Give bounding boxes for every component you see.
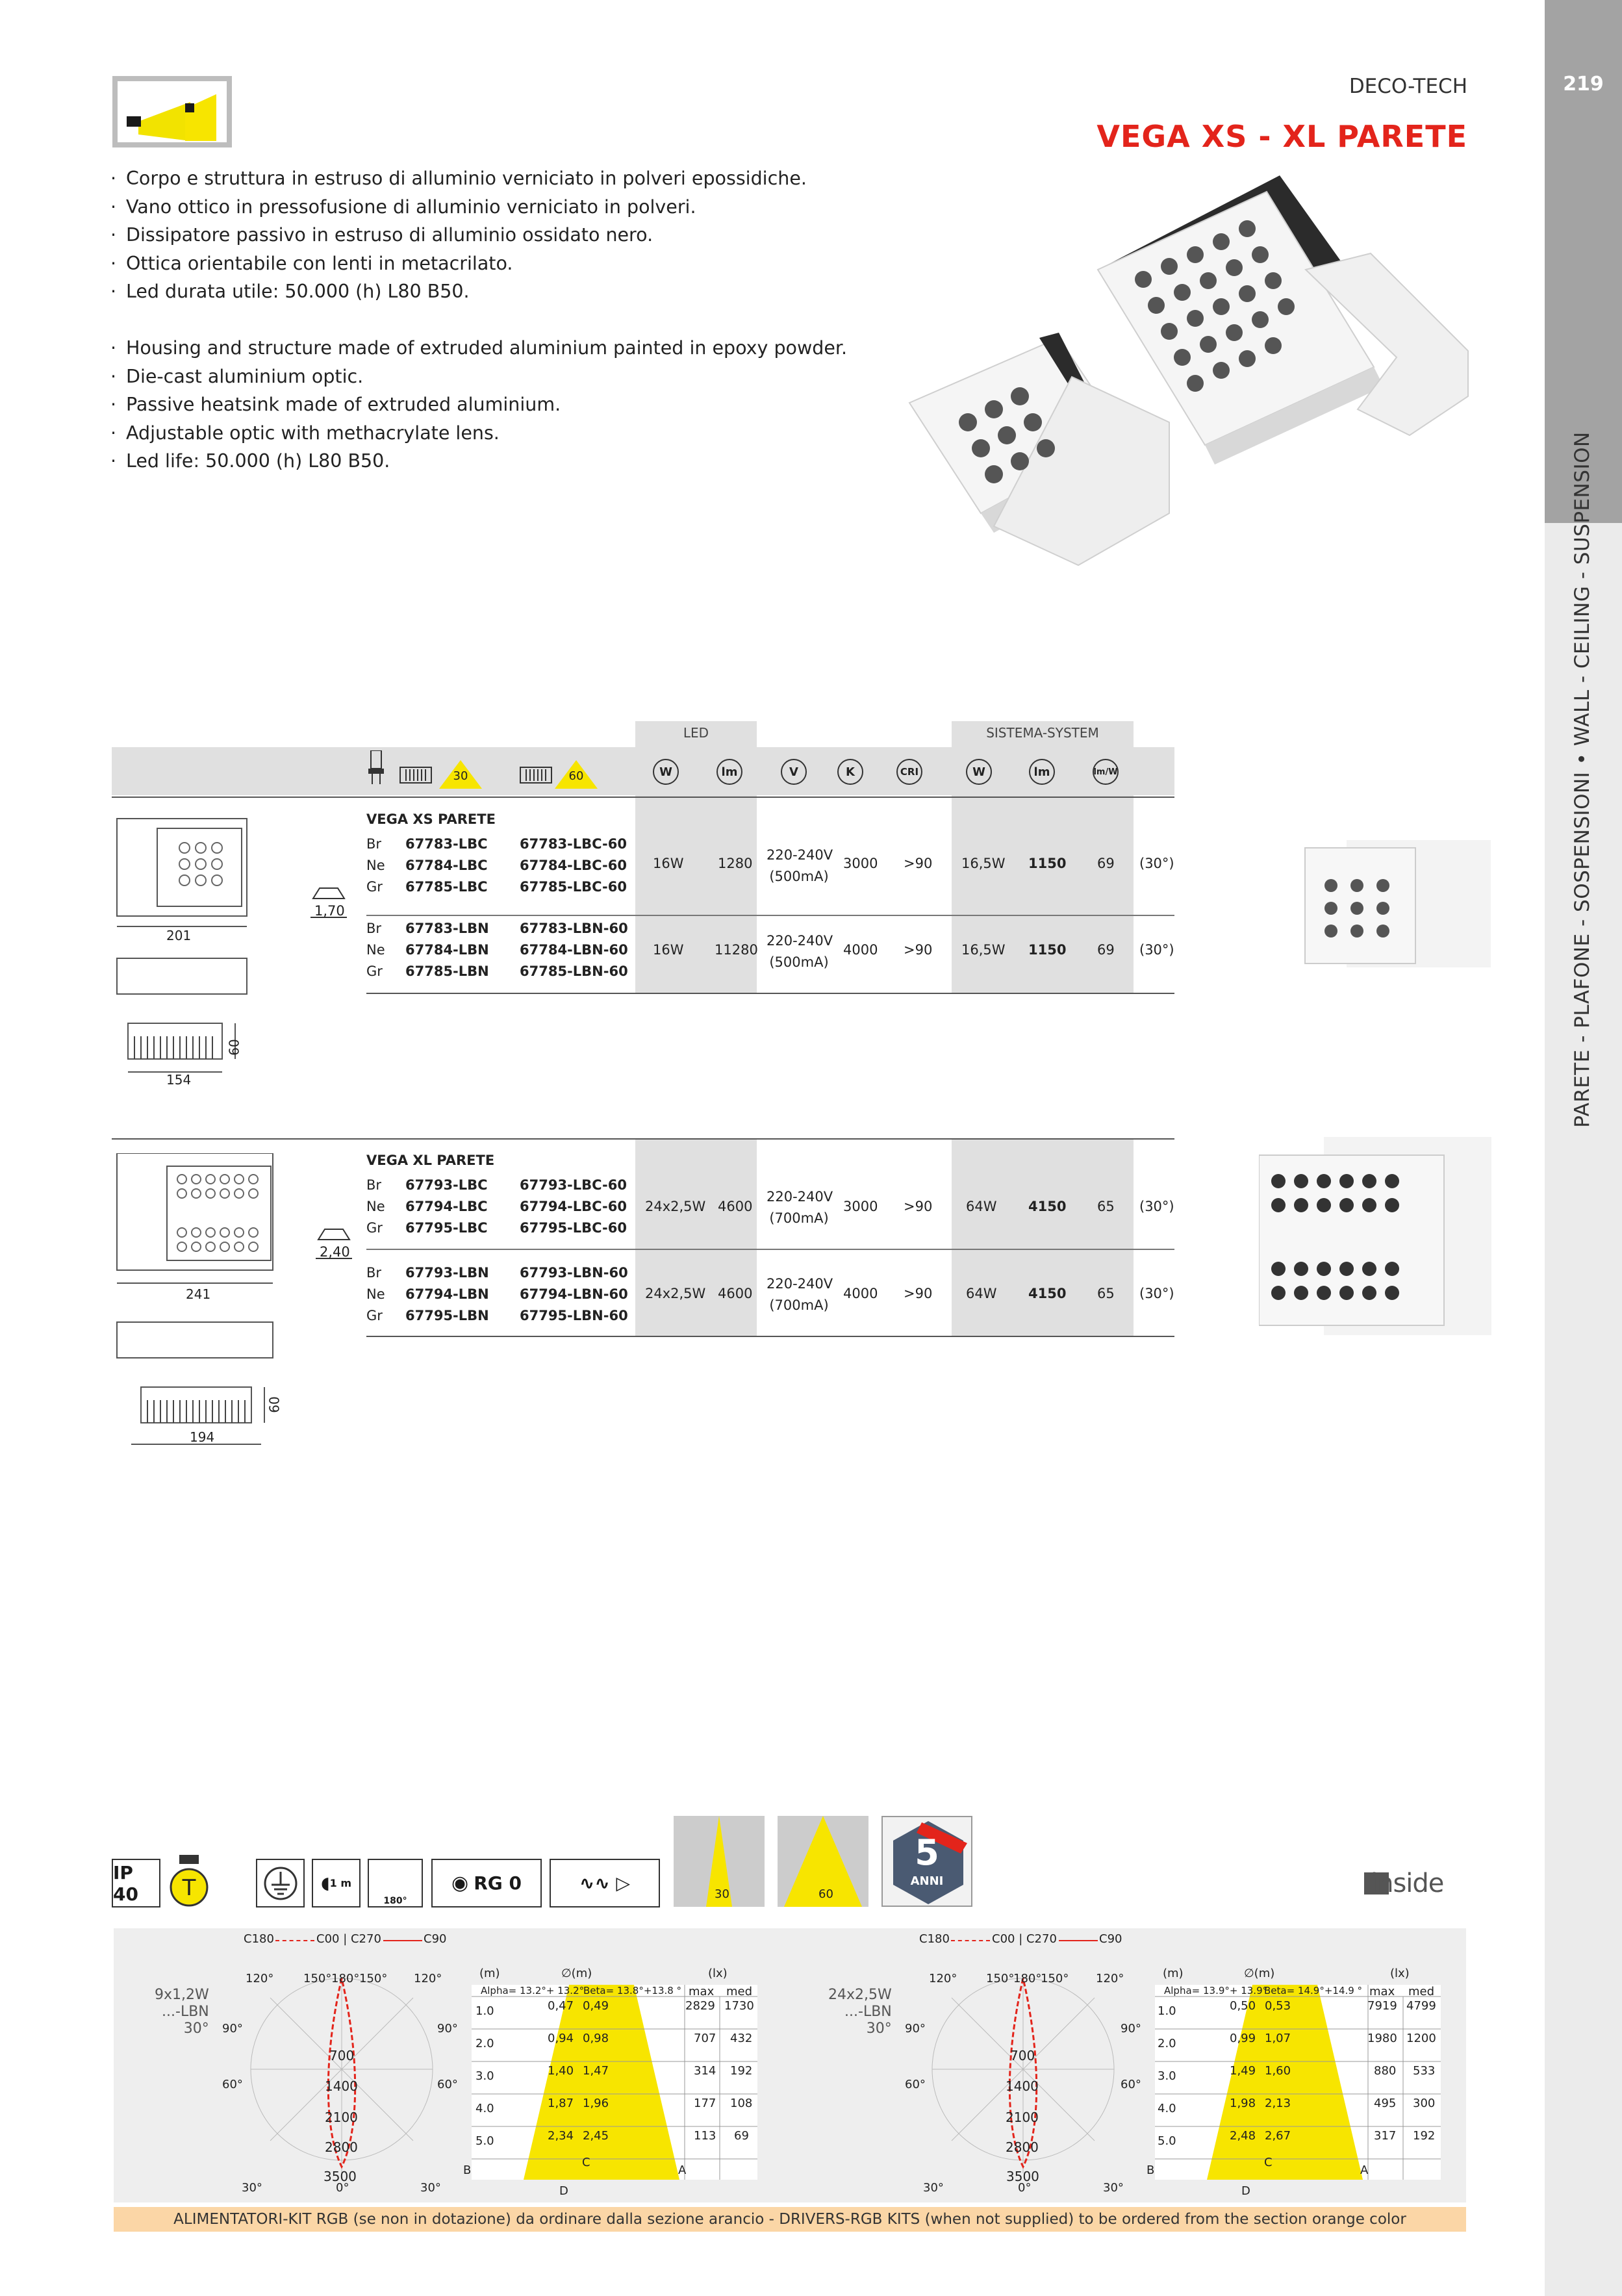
svg-text:T: T [182, 1875, 196, 1901]
distance-label: 1 m [329, 1877, 352, 1889]
illuminance-table-1 [472, 1985, 757, 2180]
beam-60-tile-label: 60 [818, 1887, 833, 1901]
row-max: 177 [694, 2097, 716, 2110]
section-vertical-label: PARETE - PLAFONE - SOSPENSIONI • WALL - CEILING - SUSPENSION [1571, 431, 1594, 1128]
lux-header: (lx) [708, 1967, 728, 1980]
row-max: 317 [1374, 2129, 1397, 2143]
product-code: 67784-LBN [405, 942, 489, 958]
xs-bottom-rule [366, 993, 1174, 994]
xl-dim-height: 60 [266, 1396, 283, 1413]
row-max: 1980 [1367, 2032, 1397, 2045]
row-diam-a: 1,87 [548, 2097, 574, 2110]
xs-g2-beam: (30°) [1139, 942, 1174, 958]
finish: Ne [366, 1286, 385, 1302]
polar-angle: 30° [420, 2181, 441, 2195]
polar-angle: 120° [246, 1972, 274, 1985]
product-code: 67793-LBC-60 [520, 1177, 627, 1193]
polar-angle: 150° [359, 1972, 388, 1985]
product-code: 67795-LBN-60 [520, 1308, 628, 1323]
product-code: 67785-LBC-60 [520, 879, 627, 895]
row-diam-b: 2,67 [1265, 2129, 1291, 2143]
row-diam-b: 1,60 [1265, 2064, 1291, 2078]
row-max: 880 [1374, 2064, 1397, 2078]
polar-value: 2100 [1006, 2110, 1039, 2125]
polar-angle: 120° [929, 1972, 957, 1985]
system-group-label: SISTEMA-SYSTEM [986, 725, 1099, 741]
feature-item: · Ottica orientabile con lenti in metacrilato. [110, 249, 807, 278]
angle-label: 180° [383, 1896, 407, 1906]
finish: Ne [366, 1199, 385, 1214]
xl-dim-depth: 194 [190, 1429, 215, 1445]
product-photo [890, 162, 1475, 591]
xs-g2-system-watt: 16,5W [961, 942, 1006, 958]
xs-model-title: VEGA XS PARETE [366, 811, 496, 827]
xs-g2-codes-30 [405, 918, 489, 982]
row-max: 314 [694, 2064, 716, 2078]
row-distance: 2.0 [1158, 2037, 1176, 2050]
xl-dim-width: 241 [186, 1286, 211, 1302]
features-list-it [110, 164, 807, 306]
polar-angle: 120° [414, 1972, 442, 1985]
xs-g2-voltage [767, 930, 831, 973]
row-max: 113 [694, 2129, 716, 2143]
corner-b: B [1147, 2163, 1155, 2177]
dist-header: (m) [479, 1967, 500, 1980]
xl-front-photo [1259, 1137, 1491, 1335]
legend-c90: C90 [424, 1932, 447, 1946]
xl-g1-beam: (30°) [1139, 1199, 1174, 1214]
finish: Br [366, 1177, 382, 1193]
row-diam-b: 0,49 [583, 1999, 609, 2013]
xs-g1-finishes [366, 834, 385, 898]
legend-c90: C90 [1099, 1932, 1122, 1946]
corner-a: A [1360, 2163, 1369, 2177]
xl-g1-cri: >90 [904, 1199, 933, 1214]
row-med: 432 [730, 2032, 753, 2045]
config-power: 24x2,5W [828, 1987, 892, 2003]
thermal-icon [168, 1855, 210, 1909]
row-diam-b: 0,53 [1265, 1999, 1291, 2013]
row-diam-a: 0,50 [1230, 1999, 1256, 2013]
polar-angle: 0° [336, 2181, 349, 2195]
feature-item: · Passive heatsink made of extruded aluminium. [110, 390, 847, 419]
product-code: 67783-LBN [405, 921, 489, 936]
row-diam-a: 1,40 [548, 2064, 574, 2078]
finish: Br [366, 836, 382, 852]
row-diam-a: 2,48 [1230, 2129, 1256, 2143]
xs-weight: 1,70 [314, 903, 345, 919]
xl-group-rule [366, 1249, 1174, 1250]
row-distance: 3.0 [1158, 2069, 1176, 2083]
product-code: 67794-LBC [405, 1199, 488, 1214]
row-med: 4799 [1406, 1999, 1436, 2013]
polar-value: 700 [329, 2048, 355, 2063]
beam-30-tile-label: 30 [715, 1887, 729, 1901]
polar-angle: 150° [303, 1972, 332, 1985]
xs-group-rule [366, 915, 1174, 916]
legend-c00: C00 | C270 [316, 1932, 381, 1946]
polar-angle: 90° [437, 2022, 458, 2035]
polar-angle: 180° [1013, 1972, 1042, 1985]
row-diam-b: 1,07 [1265, 2032, 1291, 2045]
feature-item: · Corpo e struttura in estruso di alluminio verniciato in polveri epossidiche. [110, 164, 807, 193]
xs-g2-kelvin: 4000 [843, 942, 878, 958]
voltage: 220-240V [767, 1189, 833, 1205]
product-code: 67783-LBC [405, 836, 488, 852]
xl-g2-beam: (30°) [1139, 1286, 1174, 1301]
ceiling-mount-icon [368, 1859, 423, 1907]
max-header: max [689, 1985, 715, 1998]
dist-header: (m) [1163, 1967, 1184, 1980]
xl-g1-system-lumen: 4150 [1028, 1199, 1067, 1214]
product-code: 67794-LBC-60 [520, 1199, 627, 1214]
row-max: 495 [1374, 2097, 1397, 2110]
xl-g2-codes-60 [520, 1262, 628, 1327]
feature-item: · Housing and structure made of extruded aluminium painted in epoxy powder. [110, 334, 847, 363]
lumen-icon: lm [716, 759, 742, 785]
polar-value: 700 [1010, 2048, 1035, 2063]
corner-c: C [1264, 2156, 1273, 2169]
table-header-band [112, 747, 1174, 795]
xs-dim-depth: 154 [166, 1072, 192, 1088]
xs-g2-lumen: 11280 [715, 942, 758, 958]
xl-g2-system-watt: 64W [966, 1286, 997, 1301]
product-code: 67795-LBC-60 [520, 1220, 627, 1236]
polar-angle: 60° [1121, 2078, 1141, 2091]
product-code: 67783-LBN-60 [520, 921, 628, 936]
row-med: 533 [1413, 2064, 1436, 2078]
legend-c90-line [1059, 1940, 1098, 1941]
polar-value: 2100 [325, 2110, 358, 2125]
row-diam-b: 2,45 [583, 2129, 609, 2143]
xl-g2-watt: 24x2,5W [645, 1286, 706, 1301]
config-code: ...-LBN [162, 2004, 209, 2020]
polar-angle: 90° [905, 2022, 926, 2035]
row-diam-a: 0,99 [1230, 2032, 1256, 2045]
features-list-en [110, 334, 847, 476]
row-diam-b: 2,13 [1265, 2097, 1291, 2110]
xs-system-bg [952, 797, 1134, 994]
xs-g1-lumen: 1280 [718, 856, 753, 871]
xl-g1-voltage [767, 1186, 831, 1229]
xl-g1-kelvin: 3000 [843, 1199, 878, 1214]
xl-g2-codes-30 [405, 1262, 489, 1327]
product-code: 67793-LBC [405, 1177, 488, 1193]
product-code: 67785-LBN-60 [520, 963, 628, 979]
xl-g2-lumen: 4600 [718, 1286, 753, 1301]
polar-angle: 60° [905, 2078, 926, 2091]
row-med: 1200 [1406, 2032, 1436, 2045]
legend-c90-line [383, 1940, 422, 1941]
xl-g1-lumen: 4600 [718, 1199, 753, 1214]
xs-g2-finishes [366, 918, 385, 982]
xs-g1-codes-30 [405, 834, 488, 898]
xs-g1-kelvin: 3000 [843, 856, 878, 871]
product-code: 67783-LBC-60 [520, 836, 627, 852]
system-watt-icon: W [966, 759, 992, 785]
curve-1-config [155, 1987, 209, 2037]
lamp-icon [367, 750, 385, 786]
legend-c180-line [275, 1940, 314, 1941]
led-group-label: LED [683, 725, 709, 741]
row-distance: 5.0 [1158, 2134, 1176, 2148]
feature-item: · Vano ottico in pressofusione di alluminio verniciato in polveri. [110, 193, 807, 222]
curve-2-config [828, 1987, 892, 2037]
voltage: 220-240V [767, 1276, 833, 1292]
row-max: 7919 [1367, 1999, 1397, 2013]
row-max: 707 [694, 2032, 716, 2045]
product-code: 67795-LBC [405, 1220, 488, 1236]
polar-value: 3500 [323, 2169, 357, 2184]
max-header: max [1369, 1985, 1395, 1998]
xs-g1-beam: (30°) [1139, 856, 1174, 871]
xs-g2-cri: >90 [904, 942, 933, 958]
row-diam-b: 0,98 [583, 2032, 609, 2045]
beam-30-label: 30 [453, 769, 468, 783]
xs-top-rule [112, 797, 1174, 798]
row-distance: 5.0 [475, 2134, 494, 2148]
row-max: 2829 [685, 1999, 715, 2013]
alpha-label: Alpha= 13.9°+ 13.9° [1164, 1985, 1268, 1996]
xl-g1-finishes [366, 1175, 385, 1239]
xl-g2-kelvin: 4000 [843, 1286, 878, 1301]
xl-g2-voltage [767, 1273, 831, 1316]
illuminance-table-2 [1155, 1985, 1441, 2180]
row-distance: 1.0 [1158, 2004, 1176, 2018]
polar-value: 2800 [325, 2139, 358, 2155]
xs-g1-cri: >90 [904, 856, 933, 871]
voltage: 220-240V [767, 933, 833, 949]
xl-g1-codes-60 [520, 1175, 627, 1239]
polar-angle: 60° [437, 2078, 458, 2091]
xs-g1-efficacy: 69 [1097, 856, 1115, 871]
xs-led-bg [635, 797, 757, 994]
polar-angle: 90° [222, 2022, 243, 2035]
polar-angle: 90° [1121, 2022, 1141, 2035]
config-power: 9x1,2W [155, 1987, 209, 2003]
product-code: 67784-LBN-60 [520, 942, 628, 958]
polar-angle: 30° [242, 2181, 262, 2195]
row-distance: 3.0 [475, 2069, 494, 2083]
code-icon-30 [399, 767, 432, 784]
config-beam: 30° [183, 2021, 209, 2037]
efficacy-icon: lm/W [1093, 759, 1119, 785]
xs-front-photo [1301, 840, 1491, 967]
legend-c00: C00 | C270 [992, 1932, 1057, 1946]
row-distance: 4.0 [475, 2102, 494, 2115]
row-diam-a: 0,94 [548, 2032, 574, 2045]
corner-d: D [559, 2184, 568, 2198]
finish: Gr [366, 1220, 383, 1236]
row-diam-a: 1,49 [1230, 2064, 1256, 2078]
polar-angle: 150° [1041, 1972, 1069, 1985]
corner-d: D [1241, 2184, 1250, 2198]
polar-angle: 30° [923, 2181, 944, 2195]
polar-angle: 0° [1018, 2181, 1032, 2195]
polar-angle: 60° [222, 2078, 243, 2091]
risk-group-label: RG 0 [474, 1872, 522, 1894]
xl-g1-system-watt: 64W [966, 1199, 997, 1214]
xl-technical-drawing [112, 1153, 281, 1452]
xs-g1-system-lumen: 1150 [1028, 856, 1067, 871]
corner-a: A [678, 2163, 687, 2177]
product-code: 67794-LBN-60 [520, 1286, 628, 1302]
finish: Gr [366, 879, 383, 895]
med-header: med [1408, 1985, 1435, 1998]
xl-g2-finishes [366, 1262, 385, 1327]
polar-angle: 30° [1103, 2181, 1124, 2195]
eye-icon: ◉ [451, 1872, 469, 1894]
polar-value: 1400 [1006, 2078, 1039, 2094]
row-med: 69 [734, 2129, 749, 2143]
polar-value: 2800 [1006, 2139, 1039, 2155]
xs-g1-watt: 16W [653, 856, 684, 871]
xl-bottom-rule [366, 1336, 1174, 1337]
page-number: 219 [1563, 73, 1604, 96]
system-lumen-icon: lm [1029, 759, 1055, 785]
xs-g1-codes-60 [520, 834, 627, 898]
current: (700mA) [769, 1297, 829, 1313]
current: (700mA) [769, 1210, 829, 1226]
ground-icon [256, 1859, 305, 1907]
feature-item: · Dissipatore passivo in estruso di alluminio ossidato nero. [110, 221, 807, 249]
row-med: 1730 [724, 1999, 754, 2013]
xs-g2-efficacy: 69 [1097, 942, 1115, 958]
product-code: 67793-LBN-60 [520, 1265, 628, 1281]
watt-icon: W [653, 759, 679, 785]
xl-g1-watt: 24x2,5W [645, 1199, 706, 1214]
product-code: 67793-LBN [405, 1265, 489, 1281]
med-header: med [726, 1985, 753, 1998]
xl-system-bg [952, 1139, 1134, 1337]
code-icon-60 [520, 767, 552, 784]
photobiological-risk-badge [431, 1859, 542, 1907]
xs-g1-system-watt: 16,5W [961, 856, 1006, 871]
diam-header: ∅(m) [561, 1967, 592, 1980]
distance-icon: ◖ 1 m [312, 1859, 361, 1907]
warranty-years: 5 [915, 1832, 939, 1873]
lux-header: (lx) [1390, 1967, 1410, 1980]
xl-weight: 2,40 [320, 1244, 350, 1260]
feature-item: · Led life: 50.000 (h) L80 B50. [110, 447, 847, 476]
polar-angle: 150° [986, 1972, 1015, 1985]
row-med: 300 [1413, 2097, 1436, 2110]
current: (500mA) [769, 869, 829, 884]
xs-g2-watt: 16W [653, 942, 684, 958]
finish: Ne [366, 858, 385, 873]
xl-model-title: VEGA XL PARETE [366, 1153, 495, 1168]
corner-c: C [582, 2156, 590, 2169]
row-med: 192 [1413, 2129, 1436, 2143]
row-distance: 1.0 [475, 2004, 494, 2018]
polar-angle: 120° [1096, 1972, 1124, 1985]
voltage: 220-240V [767, 847, 833, 863]
xs-g2-system-lumen: 1150 [1028, 942, 1067, 958]
corner-b: B [463, 2163, 472, 2177]
beam-60-label: 60 [568, 769, 584, 783]
xl-g2-efficacy: 65 [1097, 1286, 1115, 1301]
xl-top-rule [112, 1138, 1174, 1140]
alpha-label: Alpha= 13.2°+ 13.2° [481, 1985, 585, 1996]
brand-label: DECO-TECH [1349, 75, 1467, 98]
row-diam-b: 1,96 [583, 2097, 609, 2110]
row-diam-a: 0,47 [548, 1999, 574, 2013]
feature-item: · Die-cast aluminium optic. [110, 363, 847, 391]
beta-label: Beta= 13.8°+13.8 ° [583, 1985, 682, 1996]
polar-value: 1400 [325, 2078, 358, 2094]
xl-led-bg [635, 1139, 757, 1337]
diam-header: ∅(m) [1244, 1967, 1275, 1980]
xl-g1-efficacy: 65 [1097, 1199, 1115, 1214]
config-beam: 30° [866, 2021, 892, 2037]
finish: Br [366, 1265, 382, 1281]
polar-value: 3500 [1006, 2169, 1039, 2184]
xs-dim-width: 201 [166, 928, 192, 943]
finish: Gr [366, 1308, 383, 1323]
volt-icon: V [781, 759, 807, 785]
xl-g1-codes-30 [405, 1175, 488, 1239]
warranty-word: ANNI [910, 1874, 944, 1888]
current: (500mA) [769, 954, 829, 970]
xs-g2-codes-60 [520, 918, 628, 982]
feature-item: · Led durata utile: 50.000 (h) L80 B50. [110, 277, 807, 306]
product-title: VEGA XS - XL PARETE [1096, 119, 1467, 154]
finish: Gr [366, 963, 383, 979]
finish: Br [366, 921, 382, 936]
product-code: 67785-LBC [405, 879, 488, 895]
row-med: 108 [730, 2097, 753, 2110]
row-distance: 4.0 [1158, 2102, 1176, 2115]
product-code: 67785-LBN [405, 963, 489, 979]
finish: Ne [366, 942, 385, 958]
inside-logo-text: inside [1371, 1869, 1444, 1898]
footer-note: ALIMENTATORI-KIT RGB (se non in dotazione) da ordinare dalla sezione arancio - DRIVERS-RGB KITS (when not supplied) to be ordered from the section orange color [114, 2207, 1466, 2232]
wall-light-icon [112, 76, 232, 147]
feature-item: · Adjustable optic with methacrylate lens. [110, 419, 847, 448]
legend-c180: C180 [244, 1932, 274, 1946]
row-diam-b: 1,47 [583, 2064, 609, 2078]
beta-label: Beta= 14.9°+14.9 ° [1264, 1985, 1363, 1996]
row-diam-a: 1,98 [1230, 2097, 1256, 2110]
legend-c180: C180 [919, 1932, 950, 1946]
polar-angle: 180° [331, 1972, 360, 1985]
row-diam-a: 2,34 [548, 2129, 574, 2143]
row-distance: 2.0 [475, 2037, 494, 2050]
xl-g2-system-lumen: 4150 [1028, 1286, 1067, 1301]
product-code: 67794-LBN [405, 1286, 489, 1302]
kelvin-icon: K [837, 759, 863, 785]
dimming-icon: ∿∿ ▷ [550, 1859, 660, 1907]
cri-icon: CRI [896, 759, 922, 785]
xl-g2-cri: >90 [904, 1286, 933, 1301]
ip-rating-badge: IP 40 [112, 1859, 160, 1907]
product-code: 67795-LBN [405, 1308, 489, 1323]
legend-c180-line [951, 1940, 990, 1941]
product-code: 67784-LBC [405, 858, 488, 873]
config-code: ...-LBN [844, 2004, 892, 2020]
product-code: 67784-LBC-60 [520, 858, 627, 873]
xs-dim-height: 60 [226, 1039, 242, 1056]
xs-g1-voltage [767, 845, 831, 887]
row-med: 192 [730, 2064, 753, 2078]
